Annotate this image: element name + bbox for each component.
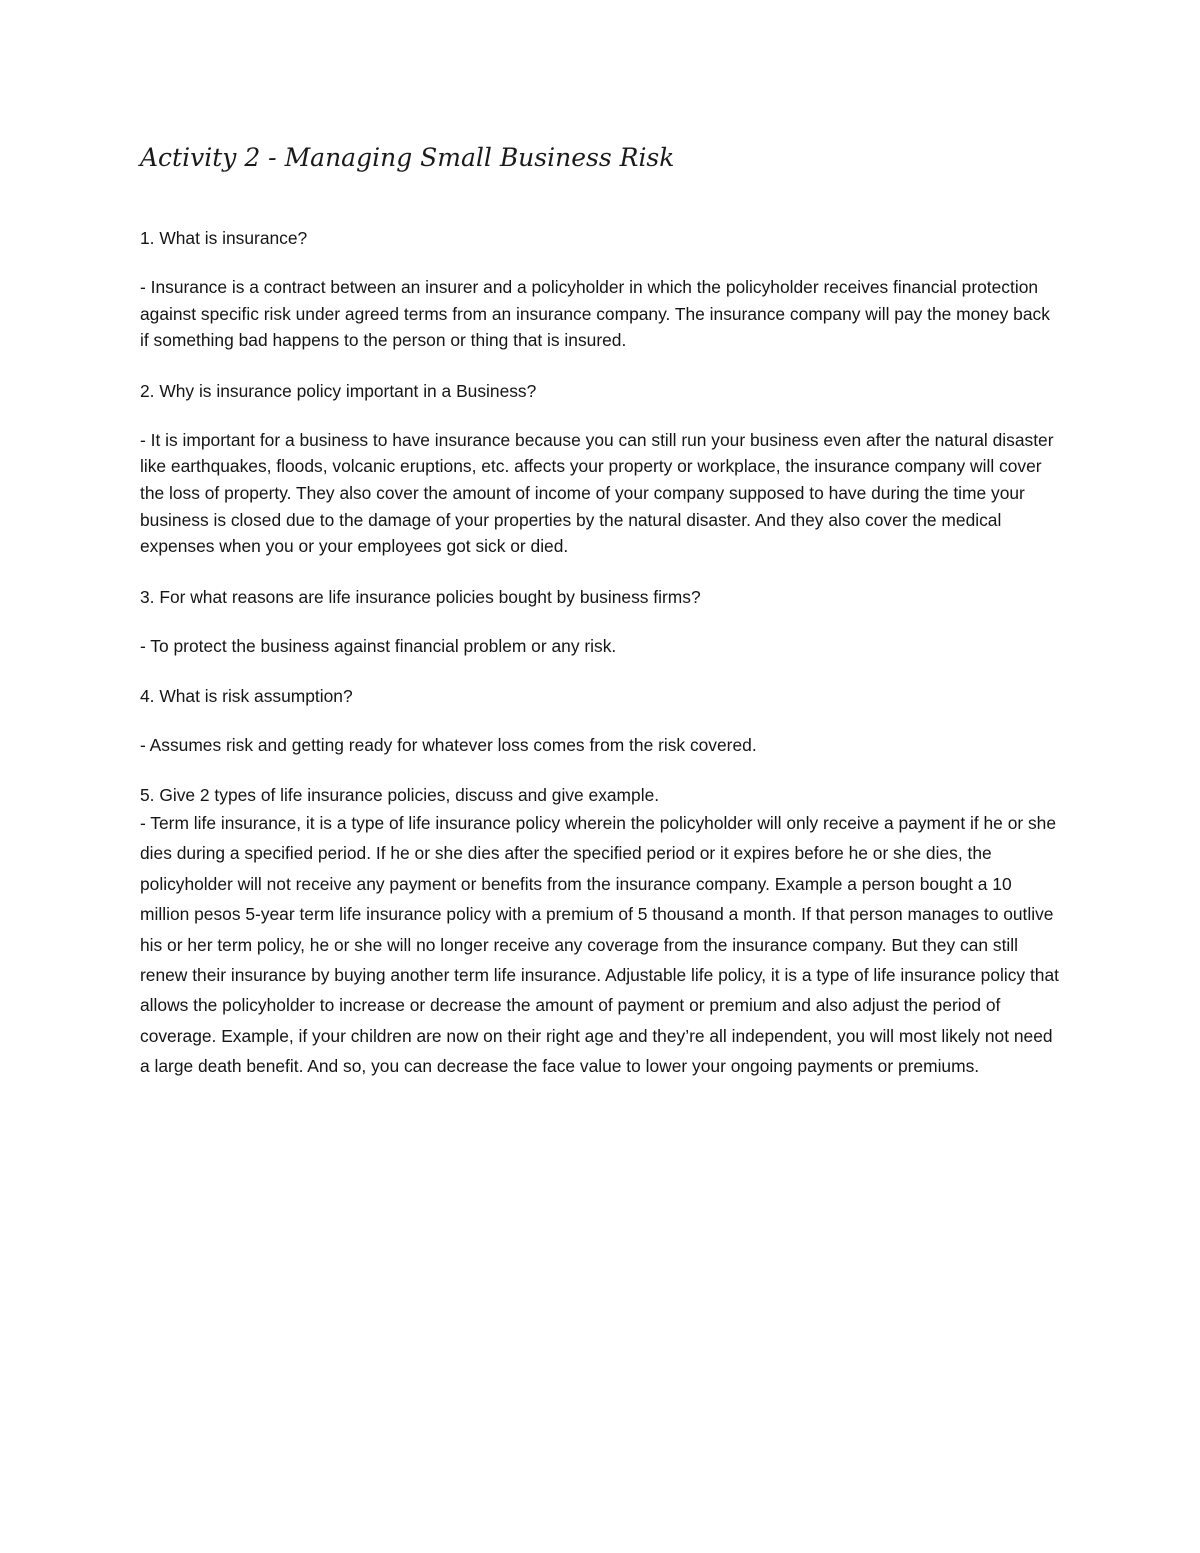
answer-1: - Insurance is a contract between an insurer and a policyholder in which the policyholder receives financial protection against specific risk under agreed terms from an insurance company. The insurance company will pay the money back if something bad happens to the person or thing that is insured. — [140, 277, 1050, 351]
answer-5: - Term life insurance, it is a type of life insurance policy wherein the policyholder will only receive a payment if he or she dies during a specified period. If he or she dies after the specified period or it expires before he or she dies, the policyholder will not receive any payment or benefits from the insurance company. Example a person bought a 10 million pesos 5-year term life insurance policy with a premium of 5 thousand a month. If that person manages to outlive his or her term policy, he or she will no longer receive any coverage from the insurance company. But they can still renew their insurance by buying another term life insurance. Adjustable life policy, it is a type of life insurance policy that allows the policyholder to increase or decrease the amount of payment or premium and also adjust the period of coverage. Example, if your children are now on their right age and they’re all independent, you will most likely not need a large death benefit. And so, you can decrease the face value to lower your ongoing payments or premiums. — [140, 812, 1059, 1077]
answer-3: - To protect the business against financial problem or any risk. — [140, 635, 617, 656]
question-5: 5. Give 2 types of life insurance policies, discuss and give example. — [140, 784, 660, 805]
answer-4: - Assumes risk and getting ready for whatever loss comes from the risk covered. — [140, 735, 757, 756]
question-2: 2. Why is insurance policy important in a Business? — [140, 380, 537, 401]
document-body — [140, 224, 1060, 1082]
question-3: 3. For what reasons are life insurance policies bought by business firms? — [140, 586, 701, 607]
answer-2: - It is important for a business to have insurance because you can still run your business even after the natural disaster like earthquakes, floods, volcanic eruptions, etc. affects your property or workplace, the insurance company will cover the loss of property. They also cover the amount of income of your company supposed to have during the time your business is closed due to the damage of your properties by the natural disaster. And they also cover the medical expenses when you or your employees got sick or died. — [140, 429, 1054, 557]
question-4: 4. What is risk assumption? — [140, 686, 353, 707]
question-1: 1. What is insurance? — [140, 228, 308, 248]
question-5-block — [140, 782, 1060, 1082]
document-title: Activity 2 - Managing Small Business Risk — [140, 143, 675, 172]
